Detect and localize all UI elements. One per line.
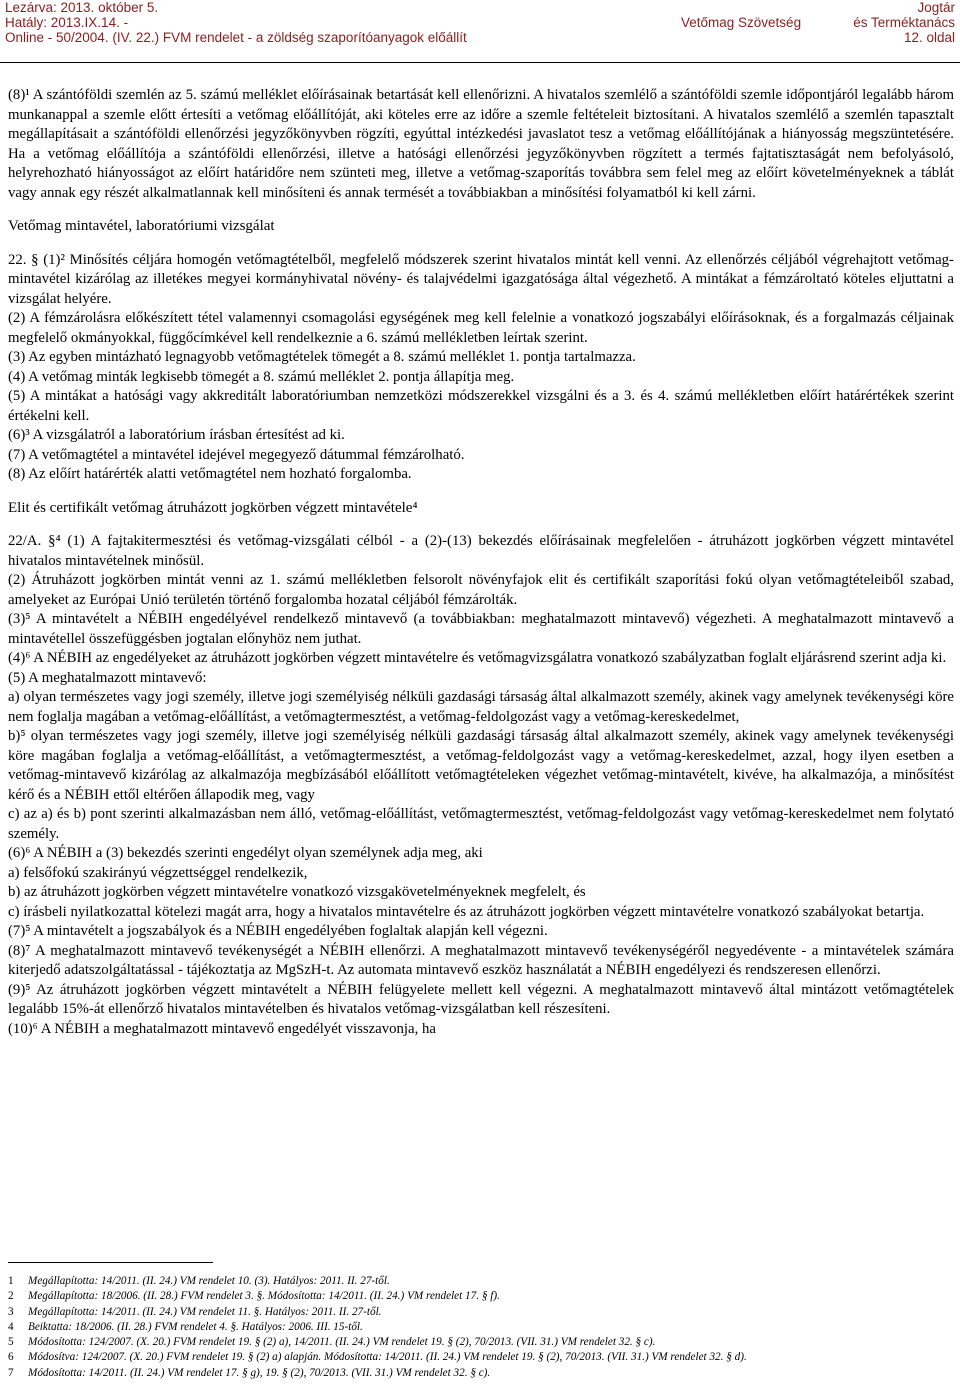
- paragraph-s22a-6c: c) írásbeli nyilatkozattal kötelezi magát arra, hogy a hivatalos mintavételre és az átruházott jogkörben végzett mintavételre vonatkozó szabályokat betartja.: [8, 903, 925, 920]
- paragraph-s22a-5a: a) olyan természetes vagy jogi személy, illetve jogi személyiség nélküli gazdasági társaság által alkalmazott személy, akinek vagy amelynek tevékenységi köre nem foglalja magában a vetőmag-előállítást, a vetőmagtermesztést, a vetőmag-feldolgozást vagy a vetőmag-kereskedelmet,: [8, 689, 954, 725]
- paragraph-s22a-6a: a) felsőfokú szakirányú végzettséggel rendelkezik,: [8, 864, 308, 881]
- paragraph-s22a-7: (7)⁵ A mintavételt a jogszabályok és a NÉBIH engedélyében foglaltak alapján kell végezni.: [8, 923, 548, 939]
- footnote-text: Megállapította: 14/2011. (II. 24.) VM rendelet 11. §. Hatályos: 2011. II. 27-től.: [28, 1305, 382, 1318]
- footnote-text: Módosítva: 124/2007. (X. 20.) FVM rendelet 19. § (2) a) alapján. Módosította: 14/2011. (II. 24.) VM rendelet 19. § (2), 70/2013. (VII. 31.) VM rendelet 32. § d).: [28, 1351, 747, 1364]
- footnote-number: 3: [8, 1305, 14, 1318]
- footnote-divider: [8, 1262, 213, 1263]
- paragraph-s22a-10: (10)⁶ A NÉBIH a meghatalmazott mintavevő engedélyét visszavonja, ha: [8, 1020, 436, 1037]
- footnote-text: Megállapította: 18/2006. (II. 28.) FVM rendelet 3. §. Módosította: 14/2011. (II. 24.) VM rendelet 17. § f).: [28, 1290, 500, 1303]
- paragraph-s22a-8: (8)⁷ A meghatalmazott mintavevő tevékenységét a NÉBIH ellenőrzi. A meghatalmazott mintavevő tevékenységéről negyedévente - a mintavételek számára kiterjedő adatszolgáltatással - tájékoztatja az MgSzH-t. Az automata mintavevő eszköz használatát a NÉBIH engedélyezi és rendszeresen ellenőrzi.: [8, 942, 954, 978]
- paragraph-s22a-9: (9)⁵ Az átruházott jogkörben végzett mintavételt a NÉBIH felügyelete mellett kell végezni. A meghatalmazott mintavevő által mintázott vetőmagtételek legalább 15%-át ellenőrző hivatalos mintavételben és hivatalos vetőmag-vizsgálatban kell részesíteni.: [8, 981, 954, 1017]
- paragraph-s22a-6: (6)⁶ A NÉBIH a (3) bekezdés szerinti engedélyt olyan személynek adja meg, aki: [8, 845, 483, 861]
- paragraph-s22-7: (7) A vetőmagtétel a mintavétel idejével megegyező dátummal fémzárolható.: [8, 446, 465, 463]
- footnote: [8, 1305, 954, 1320]
- footnote: [8, 1289, 954, 1304]
- footnote: [8, 1335, 954, 1350]
- footnote: [8, 1350, 954, 1365]
- footnote-text: Beiktatta: 18/2006. (II. 28.) FVM rendelet 4. §. Hatályos: 2006. III. 15-től.: [28, 1320, 363, 1333]
- footnote-text: Módosította: 14/2011. (II. 24.) VM rendelet 17. § g), 19. § (2), 70/2013. (VII. 31.) VM rendelet 32. § c).: [28, 1366, 491, 1379]
- paragraph-s22-3: (3) Az egyben mintázható legnagyobb vetőmagtételek tömegét a 8. számú melléklet 1. pontja tartalmazza.: [8, 349, 636, 365]
- paragraph-s22a: 22/A. §⁴ (1) A fajtakitermesztési és vetőmag-vizsgálati célból - a (2)-(13) bekezdés előírásainak megfelelően - átruházott jogkörben végzett mintavétel hivatalos mintavételnek minősül.: [8, 533, 954, 569]
- header-council: és Terméktanács: [853, 15, 955, 30]
- page-number: 12. oldal: [903, 30, 955, 45]
- paragraph-s22: 22. § (1)² Minősítés céljára homogén vetőmagtételből, megfelelő módszerek szerint hivatalos mintát kell venni. Az ellenőrzés céljából végrehajtott vetőmag-mintavétel kizárólag az illetékes megyei kormányhivatal növény- és talajvédelmi igazgatósága által végezhető. A mintákat a fémzároltató köteles eljuttatni a vizsgálat helyére.: [8, 251, 954, 307]
- footnote: [8, 1366, 954, 1381]
- footnote-number: 6: [8, 1351, 14, 1364]
- paragraph-s22a-6b: b) az átruházott jogkörben végzett mintavételre vonatkozó vizsgakövetelményeknek megfelelt, és: [8, 884, 586, 900]
- footnote: [8, 1274, 954, 1289]
- footnote-text: Megállapította: 14/2011. (II. 24.) VM rendelet 10. (3). Hatályos: 2011. II. 27-től.: [28, 1275, 390, 1287]
- header-effect: Hatály: 2013.IX.14. -: [5, 15, 129, 30]
- paragraph-s22-5: (5) A mintákat a hatósági vagy akkreditált laboratóriumban nemzetközi módszerekkel vizsgálni és a 3. és 4. számú mellékletben előírt határértékek szerint értékelni kell.: [8, 388, 954, 424]
- paragraph-s22-8: (8) Az előírt határérték alatti vetőmagtétel nem hozható forgalomba.: [8, 466, 412, 482]
- header-document-title: Online - 50/2004. (IV. 22.) FVM rendelet - a zöldség szaporítóanyagok előállít: [5, 30, 467, 45]
- paragraph-s22a-5b: b)⁵ olyan természetes vagy jogi személy, illetve jogi személyiség nélküli gazdasági társaság által alkalmazott személy, akinek vagy amelynek tevékenységi köre magában foglalja a vetőmag-előállítást, a vetőmagtermesztést, a vetőmag-feldolgozást vagy a vetőmag-kereskedelmet, azzal, hogy ilyen esetben a vetőmag-mintavevő kizárólag az alkalmazója megbízásából előállított vetőmagtételeken végezhet vetőmag-mintavételt, kivéve, ha alkalmazója, a minősítést kérő és a NÉBIH ettől eltérően állapodik meg, vagy: [8, 728, 954, 803]
- section-heading: Elit és certifikált vetőmag átruházott jogkörben végzett mintavétele⁴: [8, 499, 418, 516]
- paragraph-p8: (8)¹ A szántóföldi szemlén az 5. számú melléklet előírásainak betartását kell ellenőrizni. A hivatalos szemlélő a szántóföldi szemle időpontjáról legalább három munkanappal a szemle előtt értesíti a vetőmag előállítóját, aki köteles erre az időre a szemle feltételeit biztosítani. A hivatalos szemlélő a szemlén tapasztalt megállapításait a szántóföldi ellenőrzési jegyzőkönyvben rögzíti, egyúttal intézkedési javaslatot tesz a vetőmag előállítójának a hiányosság megszüntetésére. Ha a vetőmag előállítója a szántóföldi ellenőrzési, illetve a hatósági ellenőrzési jegyzőkönyvben rögzített a termés fajtatisztaságát nem befolyásoló, helyrehozható hiányosságot az előírt határidőre nem szünteti meg, illetve a vetőmag-szaporítás továbbra sem felel meg az előírt követelményeknek a táblát vagy annak egy részét alkalmatlannak kell minősíteni és annak termését a továbbiakban a minősítési folyamatból ki kell zárni.: [8, 87, 954, 201]
- header-center: [681, 0, 811, 30]
- footnote-number: 4: [8, 1320, 14, 1333]
- footnote-text: Módosította: 124/2007. (X. 20.) FVM rendelet 19. § (2) a), 14/2011. (II. 24.) VM rendelet 19. § (2), 70/2013. (VII. 31.) VM rendelet 32. § c).: [28, 1336, 656, 1349]
- paragraph-s22a-5: (5) A meghatalmazott mintavevő:: [8, 669, 207, 686]
- paragraph-s22-2: (2) A fémzárolásra előkészített tétel valamennyi csomagolási egységének meg kell felelnie a vonatkozó jogszabályi előírásoknak, és a forgalmazás céljainak megfelelő okmányokkal, függőcímkével kell rendelkeznie a 6. számú mellékletben leírtak szerint.: [8, 310, 954, 346]
- paragraph-s22a-4: (4)⁶ A NÉBIH az engedélyeket az átruházott jogkörben végzett mintavételre és vetőmagvizsgálatra vonatkozó szabályzatban foglalt eljárásrend szerint adja ki.: [8, 650, 947, 666]
- footnote-number: 5: [8, 1336, 14, 1349]
- footnote: [8, 1320, 954, 1335]
- paragraph-s22a-3: (3)⁵ A mintavételt a NÉBIH engedélyével rendelkező mintavevő (a továbbiakban: meghatalmazott mintavevő) végezheti. A meghatalmazott mintavevő a mintavétellel összefüggésben jogtalan előnyhöz nem juthat.: [8, 611, 954, 647]
- paragraph-s22-6: (6)³ A vizsgálatról a laboratórium írásban értesítést ad ki.: [8, 427, 345, 443]
- paragraph-s22a-5c: c) az a) és b) pont szerinti alkalmazásban nem álló, vetőmag-előállítást, vetőmagtermesztést, vetőmag-feldolgozást vagy vetőmag-kereskedelmet nem folytató személy.: [8, 806, 954, 842]
- paragraph-s22-4: (4) A vetőmag minták legkisebb tömegét a 8. számú melléklet 2. pontja állapítja meg.: [8, 368, 515, 385]
- footnote-number: 2: [8, 1290, 14, 1303]
- header-closed-date: Lezárva: 2013. október 5.: [5, 0, 159, 15]
- header-jogtar: Jogtár: [917, 0, 955, 15]
- footnote-number: 7: [8, 1366, 14, 1379]
- footnotes: [8, 1274, 954, 1381]
- header-association: Vetőmag Szövetség: [681, 15, 802, 30]
- document-body: [8, 86, 954, 1039]
- paragraph-s22a-2: (2) Átruházott jogkörben mintát venni az 1. számú mellékletben felsorolt növényfajok elit és certifikált szaporítási fokú olyan vetőmagtételeiből szabad, amelyeket az Európai Unió területén történő forgalomba hozatal céljából fémzárolták.: [8, 572, 954, 608]
- header-left: [5, 0, 467, 45]
- page-header: [5, 0, 955, 58]
- section-heading: Vetőmag mintavétel, laboratóriumi vizsgálat: [8, 218, 275, 234]
- footnote-number: 1: [8, 1275, 14, 1287]
- header-right: [853, 0, 955, 45]
- header-divider: [0, 62, 960, 63]
